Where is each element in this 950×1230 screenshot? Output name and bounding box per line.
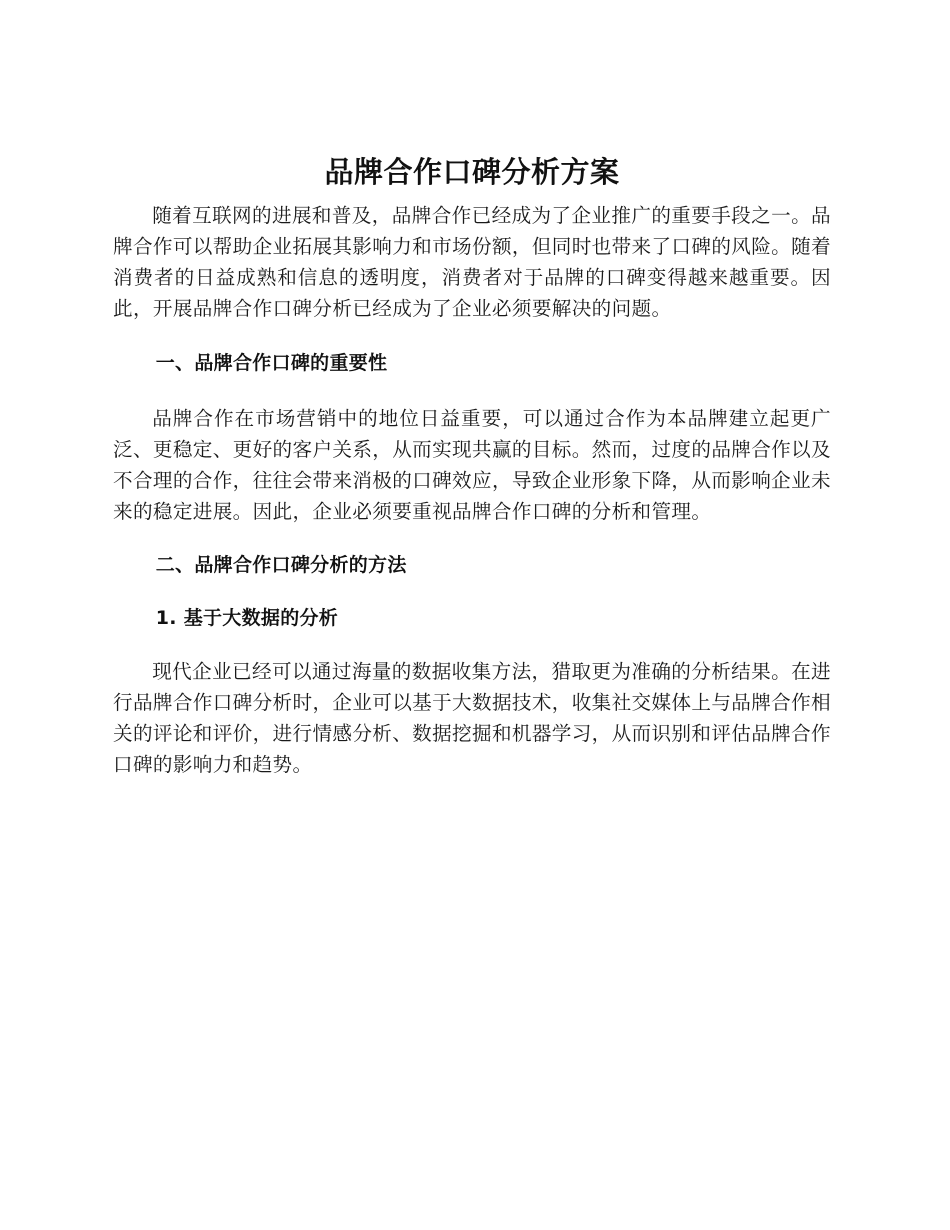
big-data-paragraph: 现代企业已经可以通过海量的数据收集方法，猎取更为准确的分析结果。在进行品牌合作口碑分析时，企业可以基于大数据技术，收集社交媒体上与品牌合作相关的评论和评价，进行情感分析、数据挖掘和机器学习，从而识别和评估品牌合作口碑的影响力和趋势。 [113, 660, 831, 776]
subsection-heading-big-data: 1. 基于大数据的分析 [155, 607, 339, 629]
importance-paragraph: 品牌合作在市场营销中的地位日益重要，可以通过合作为本品牌建立起更广泛、更稳定、更好的客户关系，从而实现共赢的目标。然而，过度的品牌合作以及不合理的合作，往往会带来消极的口碑效应，导致企业形象下降，从而影响企业未来的稳定进展。因此，企业必须要重视品牌合作口碑的分析和管理。 [113, 407, 831, 523]
document-title: 品牌合作口碑分析方案 [324, 155, 620, 189]
intro-paragraph: 随着互联网的进展和普及，品牌合作已经成为了企业推广的重要手段之一。品牌合作可以帮助企业拓展其影响力和市场份额，但同时也带来了口碑的风险。随着消费者的日益成熟和信息的透明度，消费者对于品牌的口碑变得越来越重要。因此，开展品牌合作口碑分析已经成为了企业必须要解决的问题。 [113, 204, 831, 320]
document-page [113, 150, 831, 780]
section-heading-importance: 一、品牌合作口碑的重要性 [155, 352, 388, 374]
section-heading-methods: 二、品牌合作口碑分析的方法 [155, 554, 407, 576]
